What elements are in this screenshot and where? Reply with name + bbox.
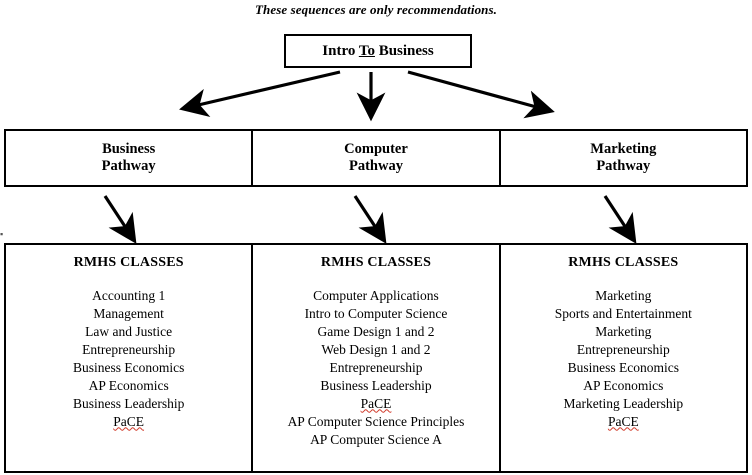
class-item: Business Economics bbox=[567, 359, 679, 375]
intro-label-before: Intro bbox=[322, 42, 359, 59]
class-item: Accounting 1 bbox=[92, 288, 166, 303]
intro-label-after: Business bbox=[374, 42, 434, 59]
class-item: Marketing Leadership bbox=[563, 395, 684, 411]
class-item: Business Leadership bbox=[320, 377, 432, 393]
classes-title-business: RMHS CLASSES bbox=[73, 255, 184, 270]
class-item: Computer Applications bbox=[313, 288, 439, 303]
intro-to-business-label bbox=[322, 43, 433, 60]
classes-column-computer bbox=[251, 245, 498, 471]
pathway-computer-line1: Computer bbox=[344, 141, 408, 158]
classes-column-marketing bbox=[499, 245, 746, 471]
class-item: Web Design 1 and 2 bbox=[321, 341, 431, 357]
class-item: Entrepreneurship bbox=[576, 341, 670, 357]
class-item: AP Economics bbox=[583, 377, 664, 393]
pathway-row bbox=[4, 129, 748, 187]
class-item: AP Economics bbox=[88, 377, 169, 393]
class-item: AP Computer Science A bbox=[310, 431, 442, 447]
class-item: Business Economics bbox=[72, 359, 185, 375]
pathway-business bbox=[6, 131, 251, 185]
class-item: Entrepreneurship bbox=[82, 341, 176, 357]
pathway-computer-line2: Pathway bbox=[349, 158, 403, 174]
class-item: Intro to Computer Science bbox=[304, 305, 448, 321]
pathway-business-line1: Business bbox=[102, 141, 156, 158]
class-item: Entrepreneurship bbox=[329, 359, 423, 375]
pathway-marketing bbox=[499, 131, 746, 185]
pathway-marketing-line1: Marketing bbox=[590, 141, 657, 158]
class-item: Marketing bbox=[595, 323, 652, 339]
classes-title-computer: RMHS CLASSES bbox=[320, 255, 432, 270]
class-item: Sports and Entertainment bbox=[554, 305, 692, 321]
class-item: PaCE bbox=[113, 413, 145, 429]
pathway-marketing-line2: Pathway bbox=[596, 158, 651, 174]
class-item: Law and Justice bbox=[85, 323, 173, 339]
class-item: PaCE bbox=[360, 395, 392, 411]
classes-title-marketing: RMHS CLASSES bbox=[568, 255, 679, 270]
class-item: Game Design 1 and 2 bbox=[317, 323, 435, 339]
class-item: PaCE bbox=[607, 413, 639, 429]
edge-marker: ▪ bbox=[0, 229, 4, 239]
class-item: AP Computer Science Principles bbox=[287, 413, 465, 429]
intro-to-business-box bbox=[284, 34, 472, 68]
classes-column-business bbox=[6, 245, 251, 471]
classes-row bbox=[4, 243, 748, 473]
class-item: Marketing bbox=[595, 288, 652, 303]
recommendation-note: These sequences are only recommendations. bbox=[254, 2, 498, 17]
pathway-computer bbox=[251, 131, 498, 185]
classes-list-marketing bbox=[555, 287, 692, 431]
intro-label-underlined: To bbox=[358, 42, 375, 59]
pathway-business-line2: Pathway bbox=[101, 158, 156, 174]
classes-list-computer bbox=[288, 287, 465, 449]
class-item: Management bbox=[93, 305, 164, 321]
class-item: Business Leadership bbox=[72, 395, 185, 411]
classes-list-business bbox=[73, 287, 184, 431]
